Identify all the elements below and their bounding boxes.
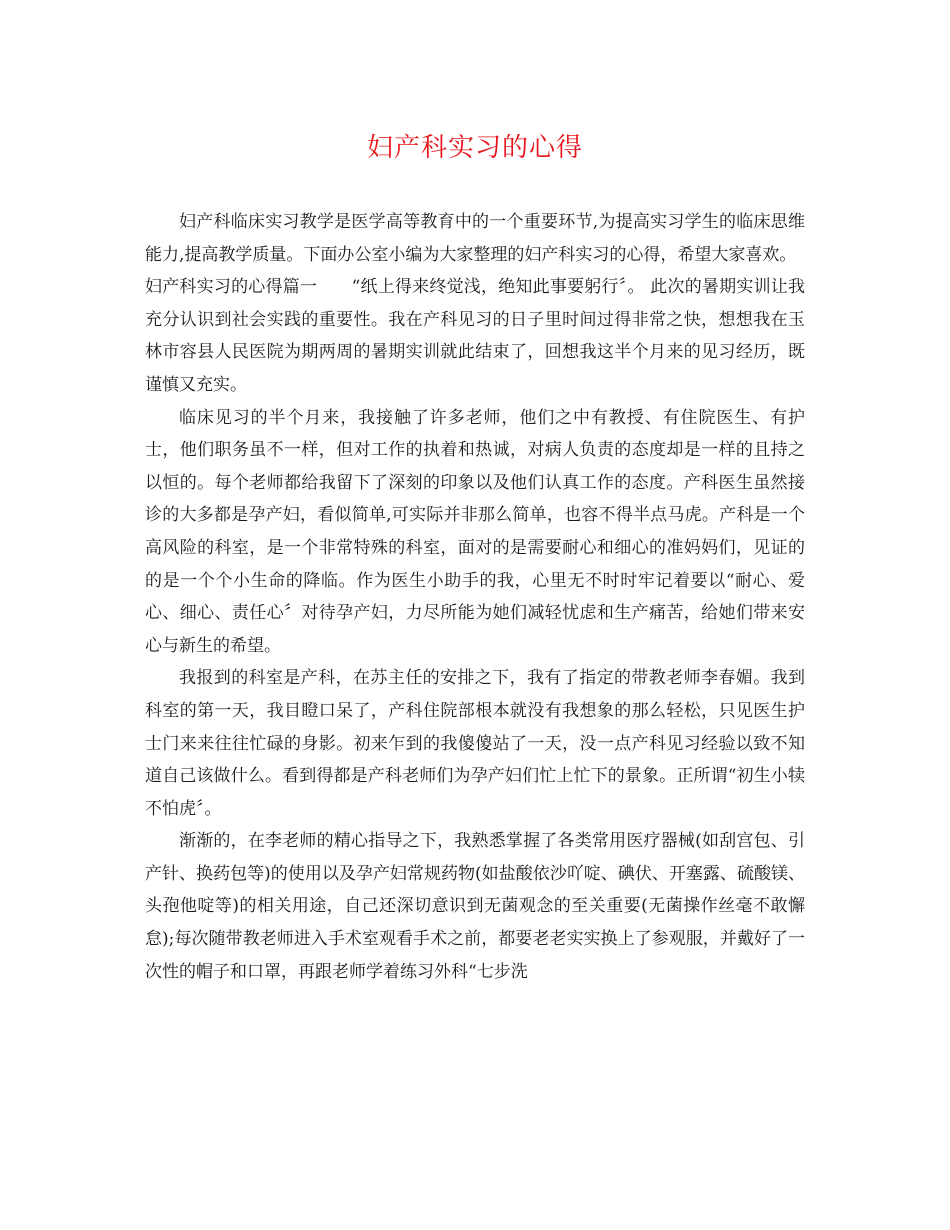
paragraph-learning: 渐渐的，在李老师的精心指导之下，我熟悉掌握了各类常用医疗器械(如刮宫包、引产针、换药包等)的使用以及孕产妇常规药物(如盐酸依沙吖啶、碘伏、开塞露、硫酸镁、头孢他啶等)的相关用途，自己还深切意识到无菌观念的至关重要(无菌操作丝毫不敢懈怠);每次随带教老师进入手术室观看手术之前，都要老老实实换上了参观服，并戴好了一次性的帽子和口罩，再跟老师学着练习外科“七步洗 [145, 831, 805, 982]
document-body [145, 206, 805, 988]
document-title: 妇产科实习的心得 [366, 133, 583, 163]
paragraph-intro: 妇产科临床实习教学是医学高等教育中的一个重要环节,为提高实习学生的临床思维能力,提高教学质量。下面办公室小编为大家整理的妇产科实习的心得，希望大家喜欢。 [145, 212, 805, 265]
paragraph-teachers: 临床见习的半个月来，我接触了许多老师，他们之中有教授、有住院医生、有护士，他们职务虽不一样，但对工作的执着和热诚，对病人负责的态度却是一样的且持之以恒的。每个老师都给我留下了深刻的印象以及他们认真工作的态度。产科医生虽然接诊的大多都是孕产妇，看似简单,可实际并非那么简单，也容不得半点马虎。产科是一个高风险的科室，是一个非常特殊的科室，面对的是需要耐心和细心的准妈妈们，见证的的是一个个小生命的降临。作为医生小助手的我，心里无不时时牢记着要以“耐心、爱心、细心、责任心〞对待孕产妇，力尽所能为她们减轻忧虑和生产痛苦，给她们带来安心与新生的希望。 [145, 407, 805, 656]
paragraph-section-one: 妇产科实习的心得篇一 “纸上得来终觉浅，绝知此事要躬行〞。 此次的暑期实训让我充分认识到社会实践的重要性。我在产科见习的日子里时间过得非常之快，想想我在玉林市容县人民医院为期两周的暑期实训就此结束了，回想我这半个月来的见习经历，既谨慎又充实。 [145, 277, 805, 395]
paragraph-department: 我报到的科室是产科，在苏主任的安排之下，我有了指定的带教老师李春媚。我到科室的第一天，我目瞪口呆了，产科住院部根本就没有我想象的那么轻松，只见医生护士门来来往往忙碌的身影。初来乍到的我傻傻站了一天，没一点产科见习经验以致不知道自己该做什么。看到得都是产科老师们为孕产妇们忙上忙下的景象。正所谓“初生小犊不怕虎〞。 [145, 668, 805, 819]
